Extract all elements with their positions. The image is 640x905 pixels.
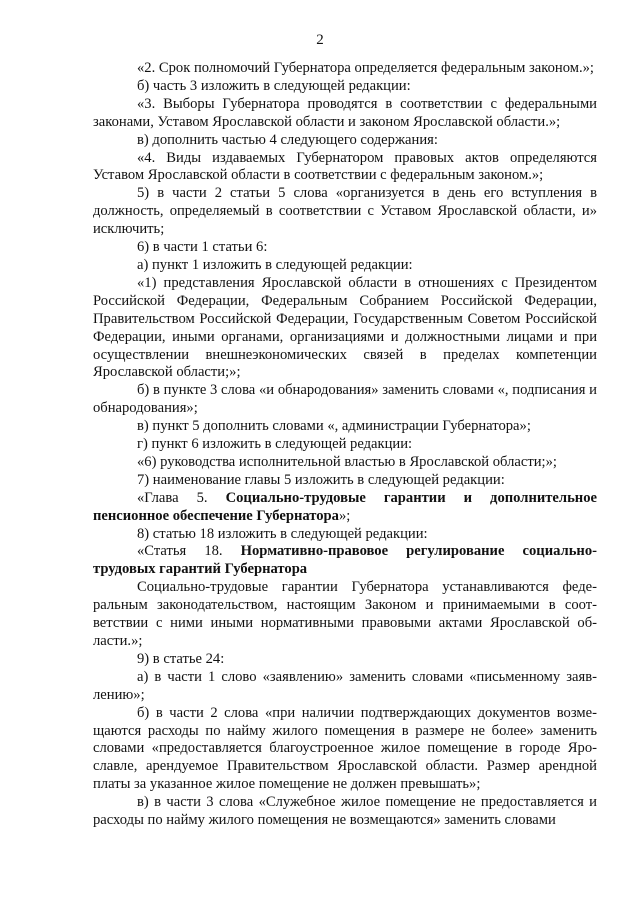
paragraph: 7) наименование главы 5 изложить в следующей редакции: xyxy=(137,471,505,488)
heading-suffix: »; xyxy=(338,507,351,524)
paragraph: в) пункт 5 дополнить словами «, администрации Губернатора»; xyxy=(137,418,531,435)
page-number: 2 xyxy=(316,32,324,48)
paragraph: а) в части 1 слово «заявлению» заменить словами «письменному заявлению»; xyxy=(93,668,597,703)
heading-bold-title: Нормативно-правовое регулирование социально-трудовых гарантий Губернатора xyxy=(93,543,597,578)
paragraph: в) в части 3 слова «Служебное жилое помещение не предоставляется и расходы по найму жилого помещения не возмещаются» заменить словами xyxy=(93,794,597,829)
paragraph: 5) в части 2 статьи 5 слова «организуется в день его вступления в должность, определяемый в соответствии с Уставом Ярославской области, и» исключить; xyxy=(93,185,597,238)
paragraph: б) в пункте 3 слова «и обнародования» заменить словами «, подписания и обнародования»; xyxy=(93,382,597,417)
paragraph: 9) в статье 24: xyxy=(137,650,225,667)
paragraph: «6) руководства исполнительной властью в Ярославской области;»; xyxy=(137,453,557,470)
paragraph: «1) представления Ярославской области в отношениях с Президентом Российской Федерации, Федеральным Собранием Российской Федерации, Правительством Российской Федерации, Государственным Советом Российской Федерации, иными органами, организациями и должностными лицами и при осуществлении внешнеэкономических связей в пределах компетенции Ярославской области;»; xyxy=(93,274,597,381)
paragraph: «3. Выборы Губернатора проводятся в соответствии с федеральными законами, Уставом Ярославской области и законом Ярославской области.»; xyxy=(93,95,597,130)
paragraph: в) дополнить частью 4 следующего содержания: xyxy=(137,131,438,148)
heading-prefix: «Статья 18. xyxy=(137,543,241,560)
paragraph: а) пункт 1 изложить в следующей редакции: xyxy=(137,256,413,273)
document-body xyxy=(93,60,597,830)
paragraph: б) в части 2 слова «при наличии подтверждающих документов возмещаются расходы по найму жилого помещения в размере не более» заменить словами «предоставляется благоустроенное жилое помещение в городе Ярославле, арендуемое Правительством Ярославской области. Размер арендной платы за указанное жилое помещение не должен превышать»; xyxy=(93,704,597,793)
paragraph: «4. Виды издаваемых Губернатором правовых актов определяются Уставом Ярославской области в соответствии с федеральным законом.»; xyxy=(93,149,597,184)
chapter-heading xyxy=(93,490,597,526)
paragraph: 6) в части 1 статьи 6: xyxy=(137,239,268,256)
paragraph: Социально-трудовые гарантии Губернатора устанавливаются федеральным законодательством, настоящим Законом и принимаемыми в соответствии с ними иными нормативными правовыми актами Ярославской области.»; xyxy=(93,579,597,649)
paragraph: 8) статью 18 изложить в следующей редакции: xyxy=(137,525,428,542)
heading-prefix: «Глава 5. xyxy=(137,489,226,506)
paragraph: г) пункт 6 изложить в следующей редакции: xyxy=(137,436,413,453)
paragraph: «2. Срок полномочий Губернатора определяется федеральным законом.»; xyxy=(137,60,594,76)
heading-bold-title: Социально-трудовые гарантии и дополнительное пенсионное обеспечение Губернатора xyxy=(93,489,597,524)
paragraph: б) часть 3 изложить в следующей редакции: xyxy=(137,77,411,94)
article-heading xyxy=(93,543,597,579)
